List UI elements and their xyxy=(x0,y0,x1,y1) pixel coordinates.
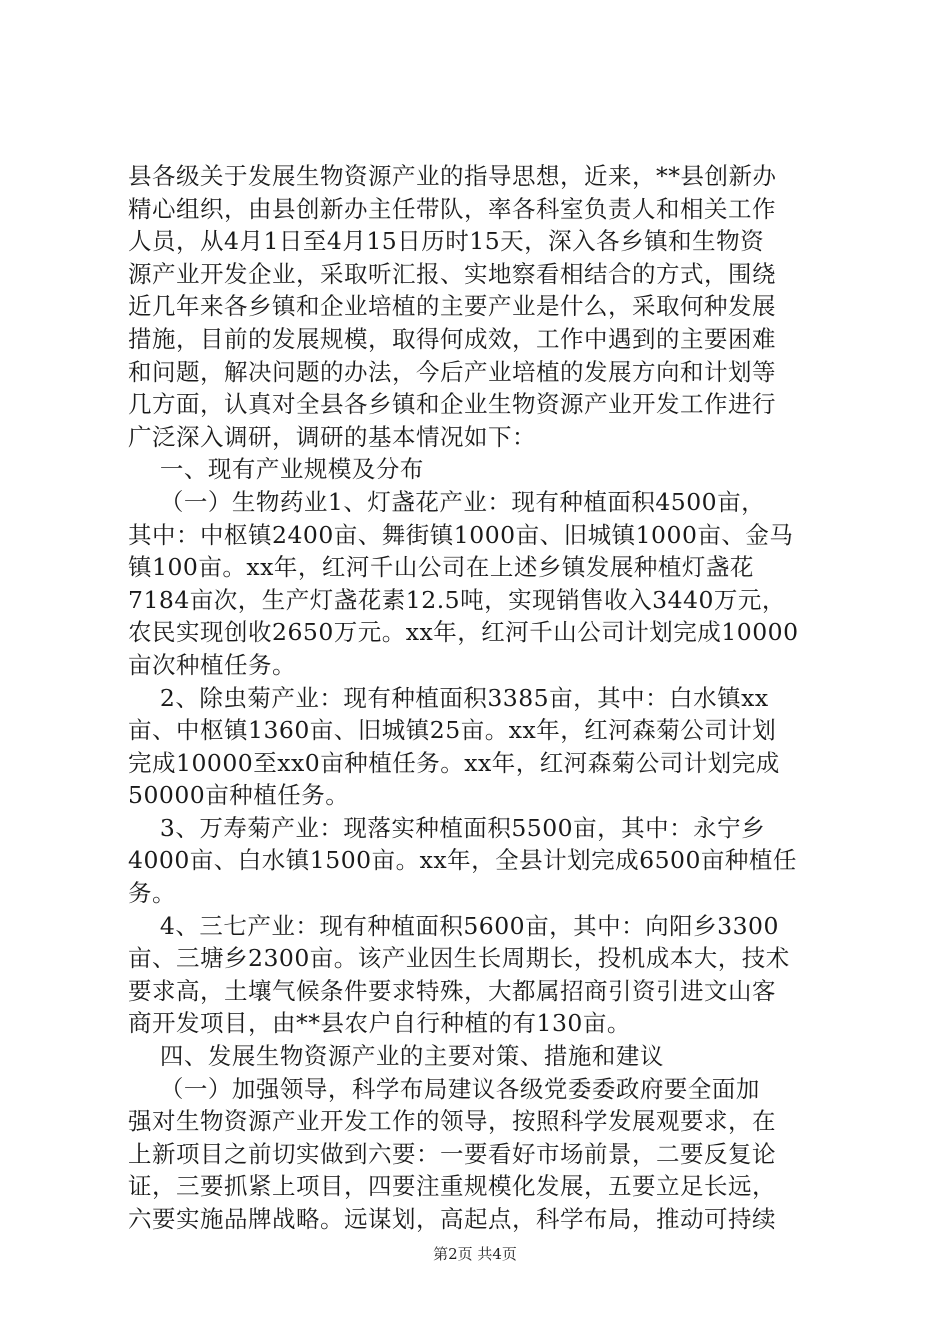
text-line: 精心组织，由县创新办主任带队，率各科室负责人和相关工作 xyxy=(128,194,776,223)
text-line: 措施，目前的发展规模，取得何成效，工作中遇到的主要困难 xyxy=(128,324,776,353)
text-line: 镇100亩。xx年，红河千山公司在上述乡镇发展种植灯盏花 xyxy=(128,553,754,582)
text-line: 县各级关于发展生物资源产业的指导思想，近来，**县创新办 xyxy=(128,162,777,190)
text-line: 四、发展生物资源产业的主要对策、措施和建议 xyxy=(128,1042,664,1071)
text-line: 要求高，土壤气候条件要求特殊，大都属招商引资引进文山客 xyxy=(128,976,776,1005)
text-line: 上新项目之前切实做到六要：一要看好市场前景，二要反复论 xyxy=(128,1139,776,1168)
text-line: 证，三要抓紧上项目，四要注重规模化发展，五要立足长远， xyxy=(128,1172,776,1201)
text-line: 几方面，认真对全县各乡镇和企业生物资源产业开发工作进行 xyxy=(128,390,776,419)
text-line: 4000亩、白水镇1500亩。xx年，全县计划完成6500亩种植任 xyxy=(128,846,797,875)
text-line: 六要实施品牌战略。远谋划，高起点，科学布局，推动可持续 xyxy=(128,1205,776,1233)
text-line: 商开发项目，由**县农户自行种植的有130亩。 xyxy=(128,1009,631,1038)
text-line: 其中：中枢镇2400亩、舞街镇1000亩、旧城镇1000亩、金马 xyxy=(128,520,794,549)
text-line: 亩、中枢镇1360亩、旧城镇25亩。xx年，红河森菊公司计划 xyxy=(128,716,777,745)
text-line: 近几年来各乡镇和企业培植的主要产业是什么，采取何种发展 xyxy=(128,292,776,321)
text-line: （一）加强领导，科学布局建议各级党委委政府要全面加 xyxy=(128,1074,760,1103)
text-line: 3、万寿菊产业：现落实种植面积5500亩，其中：永宁乡 xyxy=(128,813,766,842)
text-line: 4、三七产业：现有种植面积5600亩，其中：向阳乡3300 xyxy=(128,911,779,940)
text-line: 农民实现创收2650万元。xx年，红河千山公司计划完成10000 xyxy=(128,618,799,647)
text-line: 2、除虫菊产业：现有种植面积3385亩，其中：白水镇xx xyxy=(128,683,769,712)
text-line: （一）生物药业1、灯盏花产业：现有种植面积4500亩， xyxy=(128,487,766,516)
text-line: 完成10000至xx0亩种植任务。xx年，红河森菊公司计划完成 xyxy=(128,748,780,777)
page-footer: 第2页 共4页 xyxy=(433,1245,517,1263)
text-line: 强对生物资源产业开发工作的领导，按照科学发展观要求，在 xyxy=(128,1107,776,1136)
text-line: 人员，从4月1日至4月15日历时15天，深入各乡镇和生物资 xyxy=(128,227,765,256)
text-line: 务。 xyxy=(128,879,176,908)
text-line: 广泛深入调研，调研的基本情况如下： xyxy=(128,422,536,451)
text-line: 50000亩种植任务。 xyxy=(128,781,350,810)
text-line: 一、现有产业规模及分布 xyxy=(128,455,424,484)
text-line: 亩次种植任务。 xyxy=(128,650,296,679)
text-line: 亩、三塘乡2300亩。该产业因生长周期长，投机成本大，技术 xyxy=(128,944,790,973)
text-line: 7184亩次，生产灯盏花素12.5吨，实现销售收入3440万元， xyxy=(128,585,786,614)
document-body xyxy=(128,160,838,1236)
text-line: 源产业开发企业，采取听汇报、实地察看相结合的方式，围绕 xyxy=(128,259,776,288)
text-line: 和问题，解决问题的办法，今后产业培植的发展方向和计划等 xyxy=(128,357,776,386)
